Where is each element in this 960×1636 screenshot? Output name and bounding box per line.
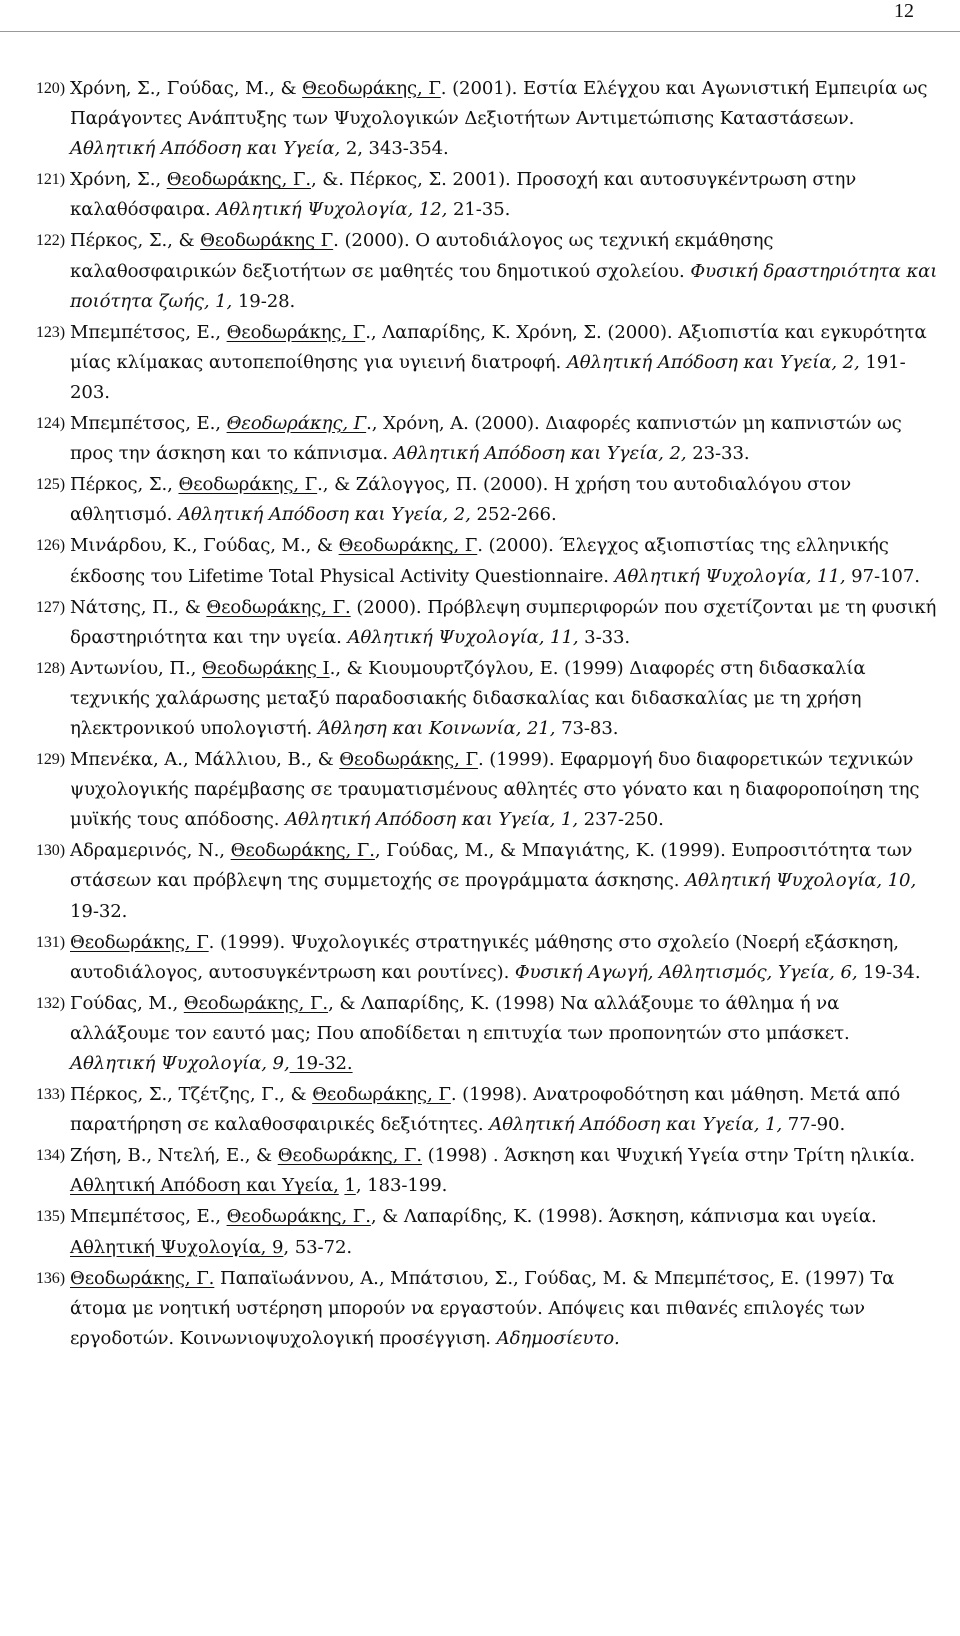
reference-item (36, 470, 938, 530)
author-highlight: Θεοδωράκης, Γ (178, 474, 318, 496)
reference-segment: , Γούδας, Μ., & Μπαγιάτης, Κ. (1999). Ευπροσιτότητα των στάσεων και πρόβλεψη της συμμετοχής σε προγράμματα άσκησης. (70, 840, 913, 892)
author-highlight: Θεοδωράκης, Γ. (166, 169, 311, 191)
journal-title: Αθλητική Ψυχολογία, 11, (614, 565, 846, 587)
reference-segment: , 53-72. (283, 1236, 353, 1258)
journal-title: Αθλητική Απόδοση και Υγεία, 1, (489, 1114, 783, 1136)
reference-segment: . (1999). Ψυχολογικές στρατηγικές μάθησης στο σχολείο (Νοερή εξάσκηση, αυτοδιάλογος, αυτοσυγκέντρωση και ρουτίνες). (70, 931, 899, 983)
reference-segment: 21-35. (447, 199, 511, 221)
reference-segment: Αδραμερινός, Ν., (70, 840, 231, 862)
journal-title: Φυσική δραστηριότητα και ποιότητα ζωής, 1, (70, 260, 938, 312)
reference-text (68, 531, 938, 591)
reference-segment: 19-28. (232, 290, 296, 312)
reference-number: 134) (36, 1147, 65, 1165)
reference-number: 123) (36, 323, 65, 341)
author-highlight: Θεοδωράκης, Γ (339, 749, 478, 771)
reference-segment: . (2000). Ο αυτοδιάλογος ως τεχνική εκμάθησης καλαθοσφαιρικών δεξιοτήτων σε μαθητές του δημοτικού σχολείου. (70, 230, 774, 282)
reference-text (68, 226, 938, 316)
author-highlight: Θεοδωράκης Γ (200, 230, 334, 252)
author-highlight: Θεοδωράκης, Γ. (230, 840, 375, 862)
reference-number: 132) (36, 994, 65, 1012)
reference-text (68, 165, 938, 225)
reference-text (68, 1264, 938, 1354)
reference-segment: , 183-199. (355, 1175, 448, 1197)
reference-item (36, 745, 938, 835)
reference-item (36, 165, 938, 225)
author-highlight: Θεοδωράκης, Γ. (70, 1267, 215, 1289)
reference-text (68, 989, 938, 1079)
reference-number: 135) (36, 1208, 65, 1226)
reference-segment: Αντωνίου, Π., (70, 657, 202, 679)
reference-item (36, 1202, 938, 1262)
author-highlight: Θεοδωράκης Ι (201, 657, 330, 679)
author-highlight: Θεοδωράκης, Γ. (226, 1206, 371, 1228)
reference-segment: ., Λαπαρίδης, Κ. Χρόνη, Σ. (2000). Αξιοπιστία και εγκυρότητα μίας κλίμακας αυτοπεποίθησης για υγιεινή διατροφή. (70, 321, 927, 373)
reference-item (36, 226, 938, 316)
reference-number: 124) (36, 415, 65, 433)
reference-segment: 252-266. (470, 504, 557, 526)
reference-segment: . (1998). Ανατροφοδότηση και μάθηση. Μετά από παρατήρηση σε καλαθοσφαιρικές δεξιότητες. (70, 1084, 901, 1136)
reference-segment: 77-90. (782, 1114, 846, 1136)
reference-item (36, 593, 938, 653)
reference-segment: 23-33. (686, 443, 750, 465)
reference-number: 131) (36, 933, 65, 951)
reference-number: 133) (36, 1086, 65, 1104)
author-highlight: Θεοδωράκης, Γ (312, 1084, 451, 1106)
author-highlight: 19-32. (289, 1053, 353, 1074)
reference-text (68, 836, 938, 926)
reference-number: 130) (36, 842, 65, 860)
journal-title: Φυσική Αγωγή, Αθλητισμός, Υγεία, 6, (514, 961, 858, 983)
reference-item (36, 989, 938, 1079)
journal-title: Άθληση και Κοινωνία, 21, (317, 717, 556, 739)
reference-item (36, 1264, 938, 1354)
reference-text (68, 654, 938, 744)
reference-segment: ., & Κιουμουρτζόγλου, Ε. (1999) Διαφορές στη διδασκαλία τεχνικής χαλάρωσης μεταξύ παραδοσιακής διδασκαλίας και διδασκαλίας με τη χρήση ηλεκτρονικού υπολογιστή. (70, 657, 866, 739)
author-highlight: Θεοδωράκης, Γ (70, 931, 209, 953)
reference-segment: 97-107. (845, 565, 920, 587)
reference-segment: 3-33. (578, 626, 631, 648)
journal-title: Αθλητική Απόδοση και Υγεία, (70, 138, 341, 160)
reference-segment: Νάτσης, Π., & (70, 596, 207, 618)
journal-title: Αθλητική Απόδοση και Υγεία, 2, (566, 351, 860, 373)
reference-text (68, 745, 938, 835)
reference-segment: , &. Πέρκος, Σ. 2001). Προσοχή και αυτοσυγκέντρωση στην καλαθόσφαιρα. (70, 169, 857, 221)
reference-number: 125) (36, 476, 65, 494)
reference-segment: ., & Ζάλογγος, Π. (2000). Η χρήση του αυτοδιαλόγου στον αθλητισμό. (70, 474, 851, 526)
reference-segment: Χρόνη, Σ., (70, 169, 167, 191)
reference-segment: Πέρκος, Σ., Τζέτζης, Γ., & (70, 1084, 313, 1106)
author-highlight: Αθλητική Απόδοση και Υγεία, (70, 1175, 339, 1197)
journal-title: Αθλητική Απόδοση και Υγεία, 1, (285, 809, 578, 831)
reference-item (36, 836, 938, 926)
author-highlight: Θεοδωράκης, Γ. (277, 1145, 423, 1167)
reference-segment: Γούδας, Μ., (70, 992, 184, 1014)
reference-segment: Μπεμπέτσος, Ε., (70, 413, 227, 435)
reference-text (68, 1202, 938, 1262)
author-highlight: Θεοδωράκης, Γ (226, 321, 366, 343)
reference-text (68, 593, 938, 653)
reference-number: 121) (36, 171, 65, 189)
journal-title: Αθλητική Απόδοση και Υγεία, 2, (177, 504, 471, 526)
reference-text (68, 318, 938, 408)
reference-segment: Μπεμπέτσος, Ε., (70, 1206, 227, 1228)
reference-text (68, 74, 938, 164)
reference-number: 129) (36, 751, 65, 769)
reference-segment: 19-34. (857, 961, 921, 983)
reference-segment: 2, 343-354. (340, 138, 449, 160)
reference-segment: Ζήση, Β., Ντελή, Ε., & (70, 1145, 278, 1167)
reference-item (36, 1080, 938, 1140)
reference-text (68, 928, 938, 988)
reference-number: 136) (36, 1269, 65, 1287)
reference-item (36, 74, 938, 164)
reference-text (68, 1141, 938, 1201)
reference-text (68, 409, 938, 469)
reference-segment: . (2000). Έλεγχος αξιοπιστίας της ελληνικής έκδοσης του Lifetime Total Physical Activity Questionnaire. (70, 535, 889, 587)
author-highlight: Θεοδωράκης, Γ. (183, 992, 329, 1014)
author-highlight: Θεοδωράκης, Γ (338, 535, 478, 557)
reference-segment: . (1999). Εφαρμογή δυο διαφορετικών τεχνικών ψυχολογικής παρέμβασης σε τραυματισμένους αθλητές στο γόνατο και η διαφοροποίηση της μυϊκής τους απόδοσης. (70, 749, 920, 831)
reference-segment: 237-250. (577, 809, 664, 831)
reference-segment: (2000). Πρόβλεψη συμπεριφορών που σχετίζονται με τη φυσική δραστηριότητα και την υγεία. (70, 596, 937, 648)
reference-segment: . (2001). Εστία Ελέγχου και Αγωνιστική Εμπειρία ως Παράγοντες Ανάπτυξης των Ψυχολογικών Δεξιοτήτων Αντιμετώπισης Καταστάσεων. (70, 78, 928, 130)
reference-list (36, 74, 938, 1355)
reference-segment: (1998) . Άσκηση και Ψυχική Υγεία στην Τρίτη ηλικία. (422, 1145, 916, 1167)
journal-title: Αδημοσίευτο. (496, 1327, 620, 1349)
journal-title: Αθλητική Ψυχολογία, 12, (216, 199, 448, 221)
reference-item (36, 409, 938, 469)
author-highlight: 1 (344, 1175, 356, 1197)
author-highlight: Θεοδωράκης, Γ (226, 413, 367, 435)
reference-number: 120) (36, 80, 65, 97)
reference-item (36, 654, 938, 744)
reference-number: 128) (36, 659, 65, 677)
reference-item (36, 928, 938, 988)
reference-number: 127) (36, 598, 65, 616)
reference-segment: Πέρκος, Σ., (70, 474, 179, 496)
reference-segment: Μπεμπέτσος, Ε., (70, 321, 227, 343)
reference-text (68, 1080, 938, 1140)
reference-segment: Χρόνη, Σ., Γούδας, Μ., & (70, 78, 303, 99)
reference-number: 126) (36, 537, 65, 555)
reference-segment: 73-83. (555, 717, 619, 739)
reference-number: 122) (36, 232, 65, 250)
author-highlight: Αθλητική Ψυχολογία, 9 (70, 1236, 284, 1258)
reference-text (68, 470, 938, 530)
journal-title: Αθλητική Ψυχολογία, 10, (685, 870, 917, 892)
reference-segment: 191-203. (70, 351, 906, 403)
header-rule (0, 31, 960, 32)
reference-segment: 19-32. (70, 900, 128, 922)
journal-title: Αθλητική Απόδοση και Υγεία, 2, (393, 443, 687, 465)
reference-segment: ., Χρόνη, Α. (2000). Διαφορές καπνιστών μη καπνιστών ως προς την άσκηση και το κάπνισμα. (70, 413, 902, 465)
reference-item (36, 531, 938, 591)
reference-segment: Μινάρδου, Κ., Γούδας, Μ., & (70, 535, 339, 557)
reference-segment: Παπαϊωάννου, Α., Μπάτσιου, Σ., Γούδας, Μ. & Μπεμπέτσος, Ε. (1997) Τα άτομα με νοητική υστέρηση μπορούν να εργαστούν. Απόψεις και πιθανές επιλογές των εργοδοτών. Κοινωνιοψυχολογική προσέγγιση. (70, 1267, 895, 1349)
reference-item (36, 1141, 938, 1201)
reference-item (36, 318, 938, 408)
page-number: 12 (894, 0, 914, 22)
reference-segment: Πέρκος, Σ., & (70, 230, 201, 252)
journal-title: Αθλητική Ψυχολογία, 11, (347, 626, 579, 648)
journal-title: Αθλητική Ψυχολογία, 9, (70, 1053, 290, 1074)
reference-segment: Μπενέκα, Α., Μάλλιου, Β., & (70, 749, 340, 771)
author-highlight: Θεοδωράκης, Γ. (206, 596, 351, 618)
reference-segment: , & Λαπαρίδης, Κ. (1998) Να αλλάξουμε το άθλημα ή να αλλάξουμε τον εαυτό μας; Που αποδίδεται η επιτυχία των προπονητών στο μπάσκετ. (70, 992, 850, 1044)
author-highlight: Θεοδωράκης, Γ (302, 78, 441, 99)
reference-segment: , & Λαπαρίδης, Κ. (1998). Άσκηση, κάπνισμα και υγεία. (370, 1206, 877, 1228)
